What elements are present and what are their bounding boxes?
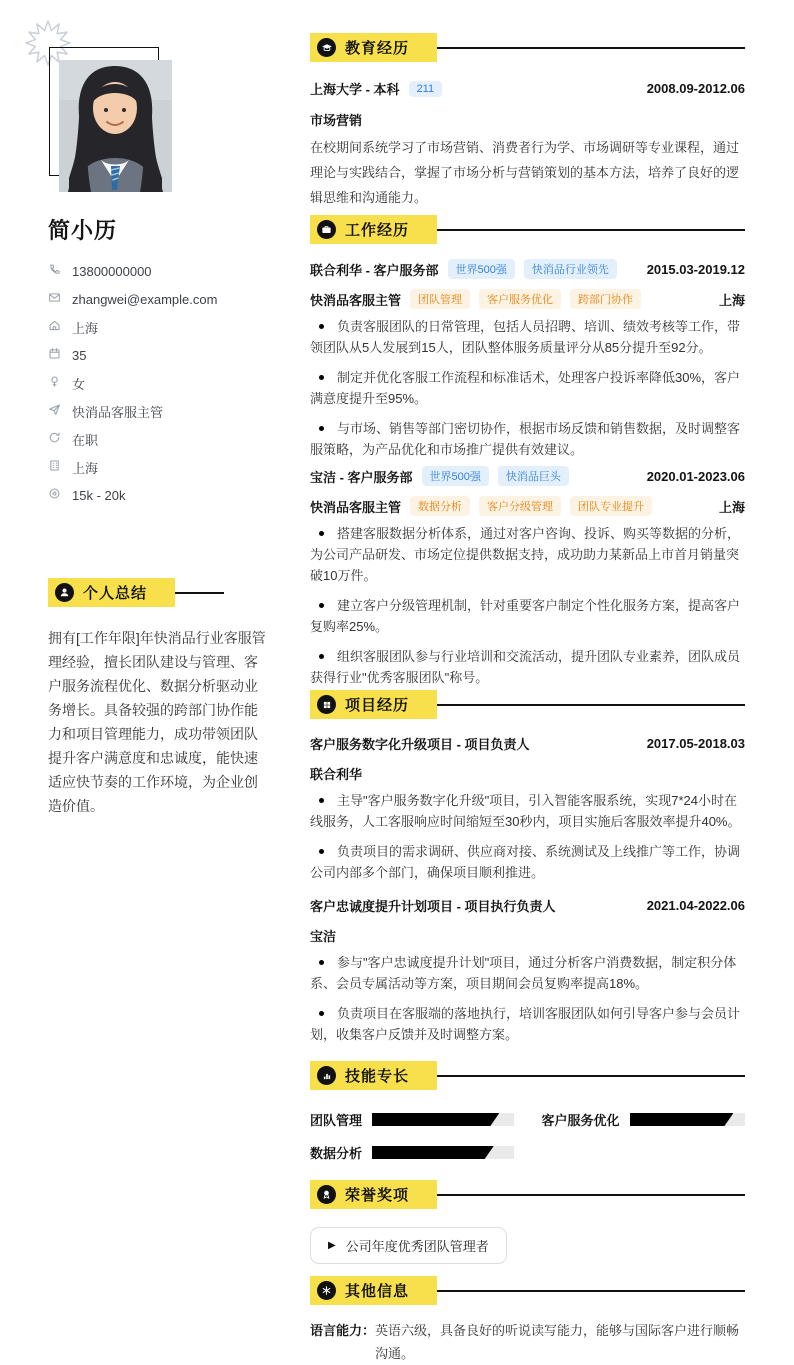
job-role: 快消品客服主管: [310, 499, 402, 515]
section-rule: [437, 229, 745, 231]
bullet-item: [310, 1003, 745, 1045]
contact-gender: [48, 369, 270, 397]
company-name: 宝洁 - 客户服务部: [310, 469, 413, 485]
job-date: 2015.03-2019.12: [646, 261, 745, 277]
contact-list: [48, 257, 270, 509]
bullet-dot: [319, 798, 324, 803]
role-tag: 客户服务优化: [479, 289, 561, 309]
bullet-text: 组织客服团队参与行业培训和交流活动，提升团队专业素养，团队成员获得行业"优秀客服团队"称号。: [310, 649, 741, 685]
city-icon: [48, 459, 72, 475]
asterisk-icon: [317, 1281, 336, 1300]
avatar: [59, 60, 172, 192]
company-name: 联合利华 - 客户服务部: [310, 262, 439, 278]
job-role: 快消品客服主管: [310, 292, 402, 308]
section-title: 其他信息: [345, 1283, 410, 1300]
skill-item: [542, 1110, 746, 1129]
contact-email: [48, 285, 270, 313]
section-header-projects: [310, 690, 745, 719]
school-name: 上海大学 - 本科: [310, 82, 400, 97]
role-tag: 团队管理: [410, 289, 470, 309]
project-entry-header: [310, 734, 745, 753]
section-header-summary: [48, 578, 224, 607]
job-entry-header: [310, 259, 745, 279]
project-entry-header: [310, 896, 745, 915]
bullet-dot: [319, 849, 324, 854]
school-tag: 211: [409, 81, 443, 97]
section-title: 工作经历: [345, 222, 410, 239]
skill-bar-fill: [372, 1113, 499, 1126]
bullet-item: [310, 952, 745, 994]
skill-bar-track: [372, 1113, 513, 1126]
skill-bar-fill: [372, 1146, 494, 1159]
projects-badge: [310, 690, 437, 719]
contact-phone: [48, 257, 270, 285]
age-icon: [48, 347, 72, 363]
project-company: 宝洁: [310, 929, 337, 944]
job-bullets: [310, 316, 745, 460]
contact-value: 35: [72, 347, 87, 363]
section-header-education: [310, 33, 745, 62]
bullet-item: [310, 316, 745, 358]
bullet-item: [310, 367, 745, 409]
section-rule: [437, 47, 745, 49]
bullet-text: 建立客户分级管理机制，针对重要客户制定个性化服务方案，提高客户复购率25%。: [310, 598, 741, 634]
language-label: 语言能力：: [310, 1323, 376, 1338]
summary-badge: [48, 578, 175, 607]
bar-chart-icon: [317, 1066, 336, 1085]
contact-value: 女: [72, 376, 86, 392]
section-rule: [437, 1075, 745, 1077]
role-tag: 数据分析: [410, 496, 470, 516]
education-date: 2008.09-2012.06: [646, 81, 745, 96]
person-name: 简小历: [48, 218, 118, 243]
company-tag: 世界500强: [448, 259, 515, 279]
bullet-text: 负责客服团队的日常管理，包括人员招聘、培训、绩效考核等工作，带领团队从5人发展到15人，团队整体服务质量评分从85分提升至92分。: [310, 319, 741, 355]
contact-value: 15k - 20k: [72, 487, 126, 503]
role-tag: 跨部门协作: [570, 289, 641, 309]
education-entry-header: [310, 79, 745, 98]
honor-chip[interactable]: [310, 1227, 507, 1264]
section-rule: [437, 1194, 745, 1196]
bullet-dot: [319, 324, 324, 329]
bullet-item: [310, 790, 745, 832]
play-icon: ▶: [328, 1240, 336, 1251]
skill-label: 团队管理: [310, 1113, 363, 1128]
briefcase-icon: [317, 220, 336, 239]
skill-label: 数据分析: [310, 1146, 363, 1161]
bullet-text: 搭建客服数据分析体系，通过对客户咨询、投诉、购买等数据的分析，为公司产品研发、市场定位提供数据支持，成功助力某新品上市首月销量突破10万件。: [310, 526, 741, 583]
job-date: 2020.01-2023.06: [646, 468, 745, 484]
bullet-dot: [319, 375, 324, 380]
contact-value: 在职: [72, 432, 99, 448]
contact-value: 上海: [72, 320, 99, 336]
major: 市场营销: [310, 113, 363, 128]
bullet-dot: [319, 960, 324, 965]
skills-grid: [310, 1110, 745, 1162]
job-status-icon: [48, 431, 72, 447]
medal-icon: [317, 1185, 336, 1204]
section-header-skills: [310, 1061, 745, 1090]
contact-salary: [48, 481, 270, 509]
contact-location: [48, 313, 270, 341]
project-bullets: [310, 952, 745, 1045]
photo-block: [48, 47, 270, 193]
project-date: 2017.05-2018.03: [646, 736, 745, 751]
bullet-item: [310, 418, 745, 460]
bullet-dot: [319, 654, 324, 659]
salary-icon: [48, 487, 72, 503]
work-badge: [310, 215, 437, 244]
bullet-dot: [319, 531, 324, 536]
section-rule: [175, 592, 224, 594]
bullet-text: 负责项目的需求调研、供应商对接、系统测试及上线推广等工作，协调公司内部多个部门，确保项目顺利推进。: [310, 844, 741, 880]
section-rule: [437, 704, 745, 706]
job-intention-icon: [48, 403, 72, 419]
skill-item: [310, 1143, 514, 1162]
other-badge: [310, 1276, 437, 1305]
section-header-work: [310, 215, 745, 244]
project-name: 客户服务数字化升级项目 - 项目负责人: [310, 737, 530, 752]
job-bullets: [310, 523, 745, 688]
company-tag: 世界500强: [422, 466, 489, 486]
section-title: 技能专长: [345, 1068, 410, 1085]
contact-value: 13800000000: [72, 263, 152, 279]
job-role-row: [310, 496, 745, 516]
main-column: [270, 0, 794, 1361]
section-title: 教育经历: [345, 40, 410, 57]
sidebar: [0, 0, 270, 1318]
project-company: 联合利华: [310, 767, 363, 782]
contact-age: [48, 341, 270, 369]
skills-badge: [310, 1061, 437, 1090]
contact-value: zhangwei@example.com: [72, 291, 218, 307]
bullet-item: [310, 595, 745, 637]
skill-label: 客户服务优化: [541, 1113, 620, 1128]
honors-badge: [310, 1180, 437, 1209]
section-title: 荣誉奖项: [345, 1187, 410, 1204]
bullet-text: 与市场、销售等部门密切协作，根据市场反馈和销售数据，及时调整客服策略，为产品优化和市场推广提供有效建议。: [310, 421, 741, 457]
bullet-text: 负责项目在客服端的落地执行，培训客服团队如何引导客户参与会员计划，收集客户反馈并及时调整方案。: [310, 1006, 741, 1042]
job-role-row: [310, 289, 745, 309]
phone-icon: [48, 263, 72, 279]
honor-label: 公司年度优秀团队管理者: [345, 1239, 489, 1254]
project-name: 客户忠诚度提升计划项目 - 项目执行负责人: [310, 899, 556, 914]
bullet-dot: [319, 603, 324, 608]
project-bullets: [310, 790, 745, 883]
bullet-text: 制定并优化客服工作流程和标准话术，处理客户投诉率降低30%，客户满意度提升至95%。: [310, 370, 741, 406]
bullet-text: 主导"客户服务数字化升级"项目，引入智能客服系统，实现7*24小时在线服务，人工客服响应时间缩短至30秒内，项目实施后客服效率提升40%。: [310, 793, 741, 829]
company-tag: 快消品行业领先: [524, 259, 617, 279]
language-text: 英语六级，具备良好的听说读写能力，能够与国际客户进行顺畅沟通。: [375, 1323, 740, 1361]
language-ability-row: [310, 1319, 745, 1365]
person-icon: [55, 583, 74, 602]
email-icon: [48, 291, 72, 307]
bullet-item: [310, 841, 745, 883]
bullet-text: 参与"客户忠诚度提升计划"项目，通过分析客户消费数据，制定积分体系、会员专属活动等方案，项目期间会员复购率提高18%。: [310, 955, 737, 991]
role-tag: 团队专业提升: [570, 496, 652, 516]
job-entry-header: [310, 466, 745, 486]
grid-icon: [317, 695, 336, 714]
bullet-dot: [319, 426, 324, 431]
section-header-other: [310, 1276, 745, 1305]
gender-icon: [48, 375, 72, 391]
project-date: 2021.04-2022.06: [646, 898, 745, 913]
education-description: 在校期间系统学习了市场营销、消费者行为学、市场调研等专业课程，通过理论与实践结合，掌握了市场分析与营销策划的基本方法，培养了良好的逻辑思维和沟通能力。: [310, 140, 740, 205]
company-tag: 快消品巨头: [498, 466, 569, 486]
education-badge: [310, 33, 437, 62]
contact-city: [48, 453, 270, 481]
section-title: 项目经历: [345, 697, 410, 714]
bullet-item: [310, 523, 745, 586]
role-tag: 客户分级管理: [479, 496, 561, 516]
job-location: 上海: [718, 292, 745, 308]
section-title: 个人总结: [83, 585, 148, 602]
skill-bar-fill: [630, 1113, 734, 1126]
home-icon: [48, 319, 72, 335]
skill-item: [310, 1110, 514, 1129]
job-location: 上海: [718, 499, 745, 515]
section-header-honors: [310, 1180, 745, 1209]
skill-bar-track: [372, 1146, 513, 1159]
summary-text: 拥有[工作年限]年快消品行业客服管理经验，擅长团队建设与管理、客户服务流程优化、数据分析驱动业务增长。具备较强的跨部门协作能力和项目管理能力，成功带领团队提升客户满意度和忠诚度，能快速适应快节奏的工作环境，为企业创造价值。: [48, 630, 266, 814]
graduation-cap-icon: [317, 38, 336, 57]
contact-job-intention: [48, 397, 270, 425]
skill-bar-track: [630, 1113, 745, 1126]
contact-job-status: [48, 425, 270, 453]
bullet-item: [310, 646, 745, 688]
section-rule: [437, 1290, 745, 1292]
bullet-dot: [319, 1011, 324, 1016]
contact-value: 上海: [72, 460, 99, 476]
contact-value: 快消品客服主管: [72, 404, 164, 420]
